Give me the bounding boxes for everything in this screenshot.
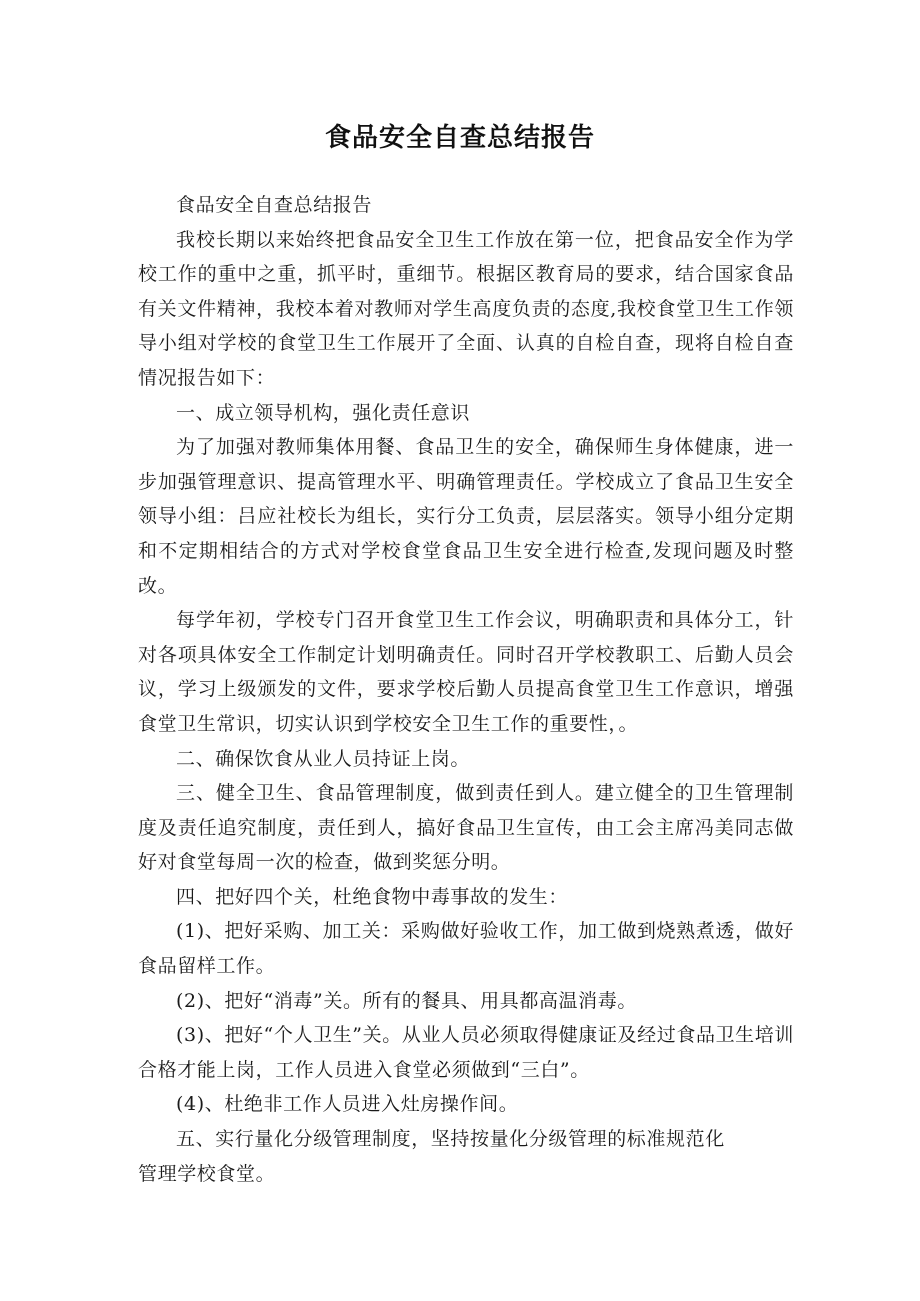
list-item-4: (4)、杜绝非工作人员进入灶房操作间。 (176, 1093, 519, 1116)
list-item-3: (3)、把好“个人卫生”关。从业人员必须取得健康证及经过食品卫生培训合格才能上岗，工作人员进入食堂必须做到“三白”。 (138, 1024, 794, 1081)
document-body (138, 188, 794, 1191)
section-heading-3: 三、健全卫生、食品管理制度，做到责任到人。建立健全的卫生管理制度及责任追究制度，责任到人，搞好食品卫生宣传，由工会主席冯美同志做好对食堂每周一次的检查，做到奖惩分明。 (138, 782, 794, 874)
section-heading-5: 五、实行量化分级管理制度，坚持按量化分级管理的标准规范化 (176, 1128, 725, 1151)
paragraph-leadership: 为了加强对教师集体用餐、食品卫生的安全，确保师生身体健康，进一步加强管理意识、提高管理水平、明确管理责任。学校成立了食品卫生安全领导小组：吕应社校长为组长，实行分工负责，层层落实。领导小组分定期和不定期相结合的方式对学校食堂食品卫生安全进行检查,发现问题及时整改。 (138, 436, 794, 597)
paragraph-meetings: 每学年初，学校专门召开食堂卫生工作会议，明确职责和具体分工，针对各项具体安全工作制定计划明确责任。同时召开学校教职工、后勤人员会议，学习上级颁发的文件，要求学校后勤人员提高食堂卫生工作意识，增强食堂卫生常识，切实认识到学校安全卫生工作的重要性，。 (138, 609, 794, 735)
section-heading-4: 四、把好四个关，杜绝食物中毒事故的发生： (176, 885, 569, 908)
section-heading-5-continuation: 管理学校食堂。 (138, 1162, 276, 1185)
section-heading-1: 一、成立领导机构，强化责任意识 (176, 401, 471, 424)
list-item-2: (2)、把好“消毒”关。所有的餐具、用具都高温消毒。 (176, 989, 637, 1012)
paragraph-subtitle: 食品安全自查总结报告 (176, 194, 373, 216)
paragraph-intro: 我校长期以来始终把食品安全卫生工作放在第一位，把食品安全作为学校工作的重中之重，抓平时，重细节。根据区教育局的要求，结合国家食品有关文件精神，我校本着对教师对学生高度负责的态度,我校食堂卫生工作领导小组对学校的食堂卫生工作展开了全面、认真的自检自查，现将自检自查情况报告如下： (138, 228, 794, 389)
list-item-1: (1)、把好采购、加工关：采购做好验收工作，加工做到烧熟煮透，做好食品留样工作。 (138, 920, 794, 978)
document-title: 食品安全自查总结报告 (324, 123, 595, 153)
section-heading-2: 二、确保饮食从业人员持证上岗。 (176, 747, 471, 770)
